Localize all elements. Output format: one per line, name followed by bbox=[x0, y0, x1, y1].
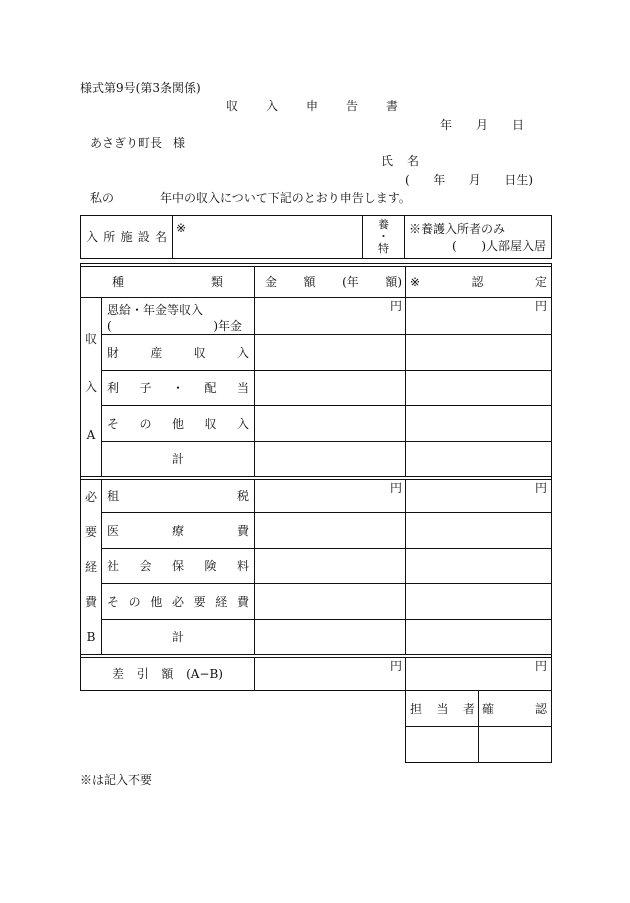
expense-section-label-char: 費 bbox=[84, 594, 97, 609]
difference-label-part: 差 bbox=[112, 667, 125, 681]
income-row-certify bbox=[405, 370, 552, 406]
facility-label-cell bbox=[80, 215, 173, 259]
document-title-char: 告 bbox=[345, 99, 358, 113]
facility-type-label-char: ・ bbox=[378, 230, 389, 243]
expense-row-label-char: 経 bbox=[215, 594, 228, 609]
expense-row-certify bbox=[405, 512, 552, 549]
facility-room-line-part: )人部屋入居 bbox=[481, 239, 546, 253]
income-row-amount bbox=[254, 334, 406, 371]
header-amount-part: (年 bbox=[342, 275, 359, 289]
header-amount-cell bbox=[254, 266, 406, 298]
staff-confirm-label bbox=[482, 702, 547, 716]
expense-row-label-cell bbox=[101, 548, 255, 584]
staff-confirm-header bbox=[478, 690, 552, 727]
income-row-label-char: そ bbox=[107, 416, 120, 431]
header-amount-part: 額) bbox=[385, 275, 402, 289]
facility-name-cell bbox=[172, 215, 363, 259]
statement-prefix: 私の bbox=[90, 191, 115, 205]
income-section-label-char: 収 bbox=[84, 332, 97, 346]
facility-label bbox=[86, 230, 167, 244]
income-row-label-char: 入 bbox=[236, 416, 249, 431]
footnote: ※は記入不要 bbox=[80, 773, 153, 787]
expense-row-label bbox=[107, 524, 249, 538]
staff-confirm-box bbox=[478, 726, 552, 763]
date-line-part: 月 bbox=[475, 118, 488, 132]
expense-row-label-char: 費 bbox=[236, 523, 249, 538]
expense-row-label-char: 保 bbox=[171, 559, 184, 573]
staff-person-box bbox=[405, 726, 479, 763]
expense-row-certify bbox=[405, 583, 552, 620]
expense-section-label-char: 必 bbox=[84, 490, 97, 505]
income-row-label-cell bbox=[101, 370, 255, 406]
expense-row-amount bbox=[254, 548, 406, 584]
difference-label-cell bbox=[80, 657, 255, 691]
expense-row-label-char: 要 bbox=[193, 594, 206, 609]
expense-tax-certify bbox=[405, 479, 552, 513]
expense-row-label bbox=[107, 489, 249, 503]
staff-person-label-char: 者 bbox=[462, 701, 475, 716]
income-pension-kind-part: ( bbox=[107, 319, 112, 333]
facility-note-title: ※養護入所者のみ bbox=[409, 222, 506, 236]
income-row-label bbox=[107, 381, 249, 395]
expense-row-amount bbox=[254, 512, 406, 549]
facility-type-label-char: 特 bbox=[378, 242, 389, 255]
document-title-char: 書 bbox=[385, 99, 398, 113]
date-line-part: 年 bbox=[440, 118, 453, 132]
income-section-label-char: 入 bbox=[84, 380, 97, 394]
income-row-amount bbox=[254, 405, 406, 442]
facility-label-char: 設 bbox=[137, 230, 150, 244]
income-pension-cell bbox=[101, 297, 255, 335]
income-row-label-char: 他 bbox=[171, 416, 184, 431]
expense-row-label-char: 税 bbox=[236, 489, 249, 503]
header-type-char: 類 bbox=[210, 275, 223, 289]
document-title-char: 申 bbox=[305, 99, 318, 113]
header-amount-part: 金 bbox=[265, 275, 278, 289]
difference-certify bbox=[405, 657, 552, 691]
income-row-label-char: 入 bbox=[236, 345, 249, 360]
header-certify-cell bbox=[405, 266, 552, 298]
expense-row-label-char: 医 bbox=[107, 523, 120, 538]
income-row-label-char: 配 bbox=[204, 381, 217, 395]
income-row-label-char: 産 bbox=[150, 345, 163, 360]
expense-total-certify bbox=[405, 619, 552, 655]
difference-label-part: 引 bbox=[136, 667, 149, 681]
income-row-label-char: 収 bbox=[193, 345, 206, 360]
facility-type-cell bbox=[362, 215, 405, 259]
expense-row-label-char: 必 bbox=[171, 594, 184, 609]
expense-row-label bbox=[107, 595, 249, 609]
expense-row-label-char: そ bbox=[107, 594, 120, 609]
difference-label bbox=[112, 667, 223, 681]
difference-amount bbox=[254, 657, 406, 691]
staff-person-label-char: 担 bbox=[410, 701, 423, 716]
header-amount-part: 額 bbox=[303, 275, 316, 289]
currency-label: 円 bbox=[534, 299, 547, 313]
income-row-label-char: 収 bbox=[204, 416, 217, 431]
income-total-label: 計 bbox=[171, 452, 184, 466]
income-section-label-char: A bbox=[86, 428, 96, 442]
income-row-label bbox=[107, 417, 249, 431]
header-type bbox=[112, 275, 223, 289]
income-total-label-cell bbox=[101, 441, 255, 477]
name-label-char: 氏 bbox=[381, 154, 394, 168]
expense-row-label bbox=[107, 559, 249, 573]
staff-confirm-label-char: 認 bbox=[534, 701, 547, 716]
staff-person-label bbox=[410, 702, 475, 716]
income-total-certify bbox=[405, 441, 552, 477]
document-title-char: 収 bbox=[226, 99, 239, 113]
facility-room-line bbox=[452, 239, 546, 253]
income-row-label-char: 利 bbox=[107, 381, 120, 395]
expense-section-label-cell bbox=[80, 479, 102, 655]
expense-row-amount bbox=[254, 583, 406, 620]
facility-label-char: 名 bbox=[154, 230, 167, 244]
facility-type-label bbox=[363, 219, 404, 255]
expense-row-certify bbox=[405, 548, 552, 584]
income-section-label-cell bbox=[80, 297, 102, 477]
birth-date-line bbox=[405, 173, 533, 187]
header-certify bbox=[410, 275, 547, 289]
income-row-certify bbox=[405, 405, 552, 442]
date-line bbox=[440, 118, 524, 132]
staff-person-label-char: 当 bbox=[436, 701, 449, 716]
income-total-amount bbox=[254, 441, 406, 477]
birth-date-line-part: 年 bbox=[433, 173, 446, 187]
income-pension-kind-part: )年金 bbox=[213, 319, 242, 333]
name-label-char: 名 bbox=[406, 154, 419, 168]
income-row-label-char: 財 bbox=[107, 345, 120, 360]
addressee-honorific: 様 bbox=[173, 136, 186, 150]
birth-date-line-part: 日生) bbox=[504, 173, 533, 187]
facility-label-char: 施 bbox=[120, 230, 133, 244]
document-title bbox=[226, 99, 398, 113]
document-title-char: 入 bbox=[265, 99, 278, 113]
expense-row-label-char: 他 bbox=[150, 594, 163, 609]
header-certify-part: ※ bbox=[410, 275, 421, 289]
expense-row-label-char: 険 bbox=[204, 559, 217, 573]
income-row-label bbox=[107, 346, 249, 360]
expense-row-label-cell bbox=[101, 512, 255, 549]
facility-note-cell bbox=[404, 215, 552, 259]
expense-row-label-char: 租 bbox=[107, 489, 120, 503]
header-amount bbox=[265, 275, 402, 289]
income-pension-amount bbox=[254, 297, 406, 335]
income-row-label-char: 当 bbox=[236, 381, 249, 395]
expense-row-label-char: 療 bbox=[171, 523, 184, 538]
expense-row-label-char: 会 bbox=[139, 559, 152, 573]
header-certify-part: 認 bbox=[471, 275, 484, 289]
facility-room-line-part: ( bbox=[452, 239, 457, 253]
addressee: あさぎり町長 bbox=[90, 136, 163, 150]
income-section-label bbox=[81, 298, 101, 476]
income-pension-label: 恩給・年金等収入 bbox=[107, 303, 204, 317]
header-type-char: 種 bbox=[112, 275, 125, 289]
income-row-certify bbox=[405, 334, 552, 371]
expense-row-label-char: 料 bbox=[236, 559, 249, 573]
currency-label: 円 bbox=[389, 659, 402, 673]
expense-row-label-char: の bbox=[128, 594, 141, 609]
facility-label-char: 所 bbox=[103, 230, 116, 244]
facility-type-label-char: 養 bbox=[378, 218, 389, 231]
currency-label: 円 bbox=[389, 481, 402, 495]
expense-section-label-char: B bbox=[86, 629, 96, 644]
expense-tax-amount bbox=[254, 479, 406, 513]
income-pension-kind bbox=[107, 319, 242, 333]
statement-text: 年中の収入について下記のとおり申告します。 bbox=[160, 191, 411, 205]
expense-section-label bbox=[81, 480, 101, 654]
staff-confirm-label-char: 確 bbox=[482, 701, 495, 716]
name-label bbox=[381, 154, 419, 168]
staff-person-header bbox=[405, 690, 479, 727]
header-certify-part: 定 bbox=[534, 275, 547, 289]
expense-row-label-char: 費 bbox=[236, 594, 249, 609]
facility-label-char: 入 bbox=[86, 230, 99, 244]
currency-label: 円 bbox=[534, 659, 547, 673]
birth-date-line-part: ( bbox=[405, 173, 410, 187]
facility-value-note: ※ bbox=[176, 221, 187, 235]
income-pension-certify bbox=[405, 297, 552, 335]
expense-row-label-char: 社 bbox=[107, 559, 120, 573]
difference-label-part: (A−B) bbox=[186, 667, 223, 681]
expense-row-label-cell bbox=[101, 583, 255, 620]
expense-row-label-cell bbox=[101, 479, 255, 513]
birth-date-line-part: 月 bbox=[468, 173, 481, 187]
income-row-label-char: の bbox=[139, 416, 152, 431]
expense-section-label-char: 要 bbox=[84, 525, 97, 540]
form-number: 様式第9号(第3条関係) bbox=[80, 81, 201, 95]
header-type-cell bbox=[80, 266, 255, 298]
income-row-label-cell bbox=[101, 405, 255, 442]
income-row-label-cell bbox=[101, 334, 255, 371]
currency-label: 円 bbox=[389, 299, 402, 313]
income-row-label-char: ・ bbox=[171, 381, 184, 395]
expense-section-label-char: 経 bbox=[84, 559, 97, 574]
currency-label: 円 bbox=[534, 481, 547, 495]
expense-total-label: 計 bbox=[171, 630, 184, 644]
income-row-label-char: 子 bbox=[139, 381, 152, 395]
expense-total-label-cell bbox=[101, 619, 255, 655]
difference-label-part: 額 bbox=[161, 667, 174, 681]
income-row-amount bbox=[254, 370, 406, 406]
date-line-part: 日 bbox=[511, 118, 524, 132]
expense-total-amount bbox=[254, 619, 406, 655]
